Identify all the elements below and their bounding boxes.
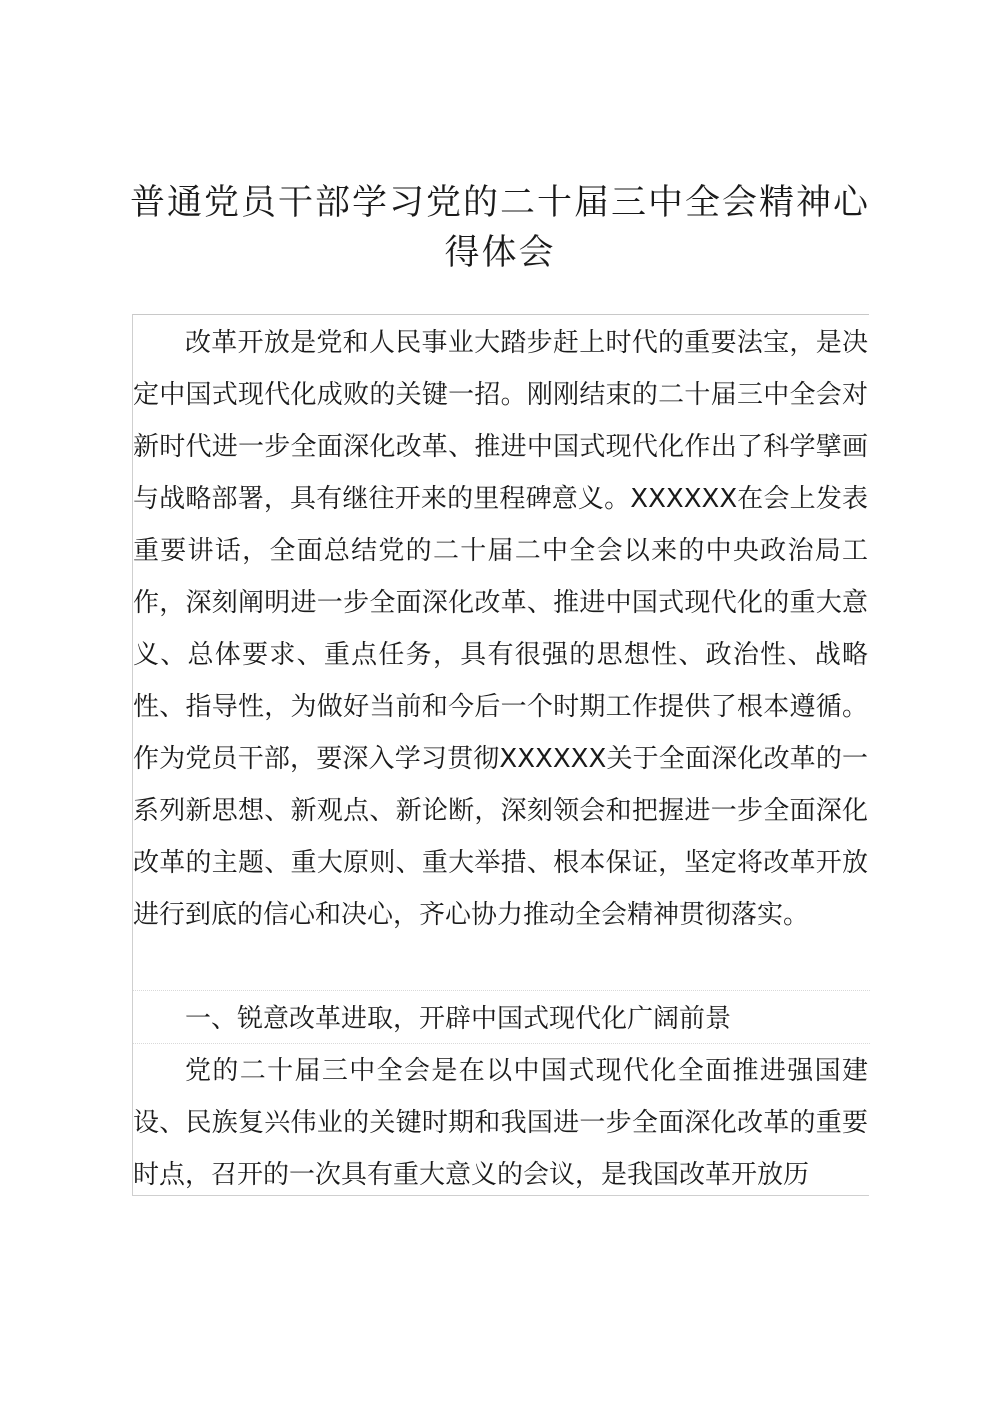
divider <box>133 1043 870 1044</box>
divider <box>133 990 870 991</box>
body-paragraph: 党的二十届三中全会是在以中国式现代化全面推进强国建设、民族复兴伟业的关键时期和我国进一步全面深化改革的重要时点，召开的一次具有重大意义的会议，是我国改革开放历 <box>133 1056 868 1190</box>
section-heading: 一、锐意改革进取，开辟中国式现代化广阔前景 <box>185 1004 732 1034</box>
document-title: 普通党员干部学习党的二十届三中全会精神心得体会 <box>129 183 870 273</box>
document-body <box>132 314 869 1196</box>
body-paragraph: 改革开放是党和人民事业大踏步赶上时代的重要法宝，是决定中国式现代化成败的关键一招。刚刚结束的二十届三中全会对新时代进一步全面深化改革、推进中国式现代化作出了科学擘画与战略部署，具有继往开来的里程碑意义。XXXXXX在会上发表重要讲话，全面总结党的二十届二中全会以来的中央政治局工作，深刻阐明进一步全面深化改革、推进中国式现代化的重大意义、总体要求、重点任务，具有很强的思想性、政治性、战略性、指导性，为做好当前和今后一个时期工作提供了根本遵循。作为党员干部，要深入学习贯彻XXXXXX关于全面深化改革的一系列新思想、新观点、新论断，深刻领会和把握进一步全面深化改革的主题、重大原则、重大举措、根本保证，坚定将改革开放进行到底的信心和决心，齐心协力推动全会精神贯彻落实。 <box>133 328 868 930</box>
